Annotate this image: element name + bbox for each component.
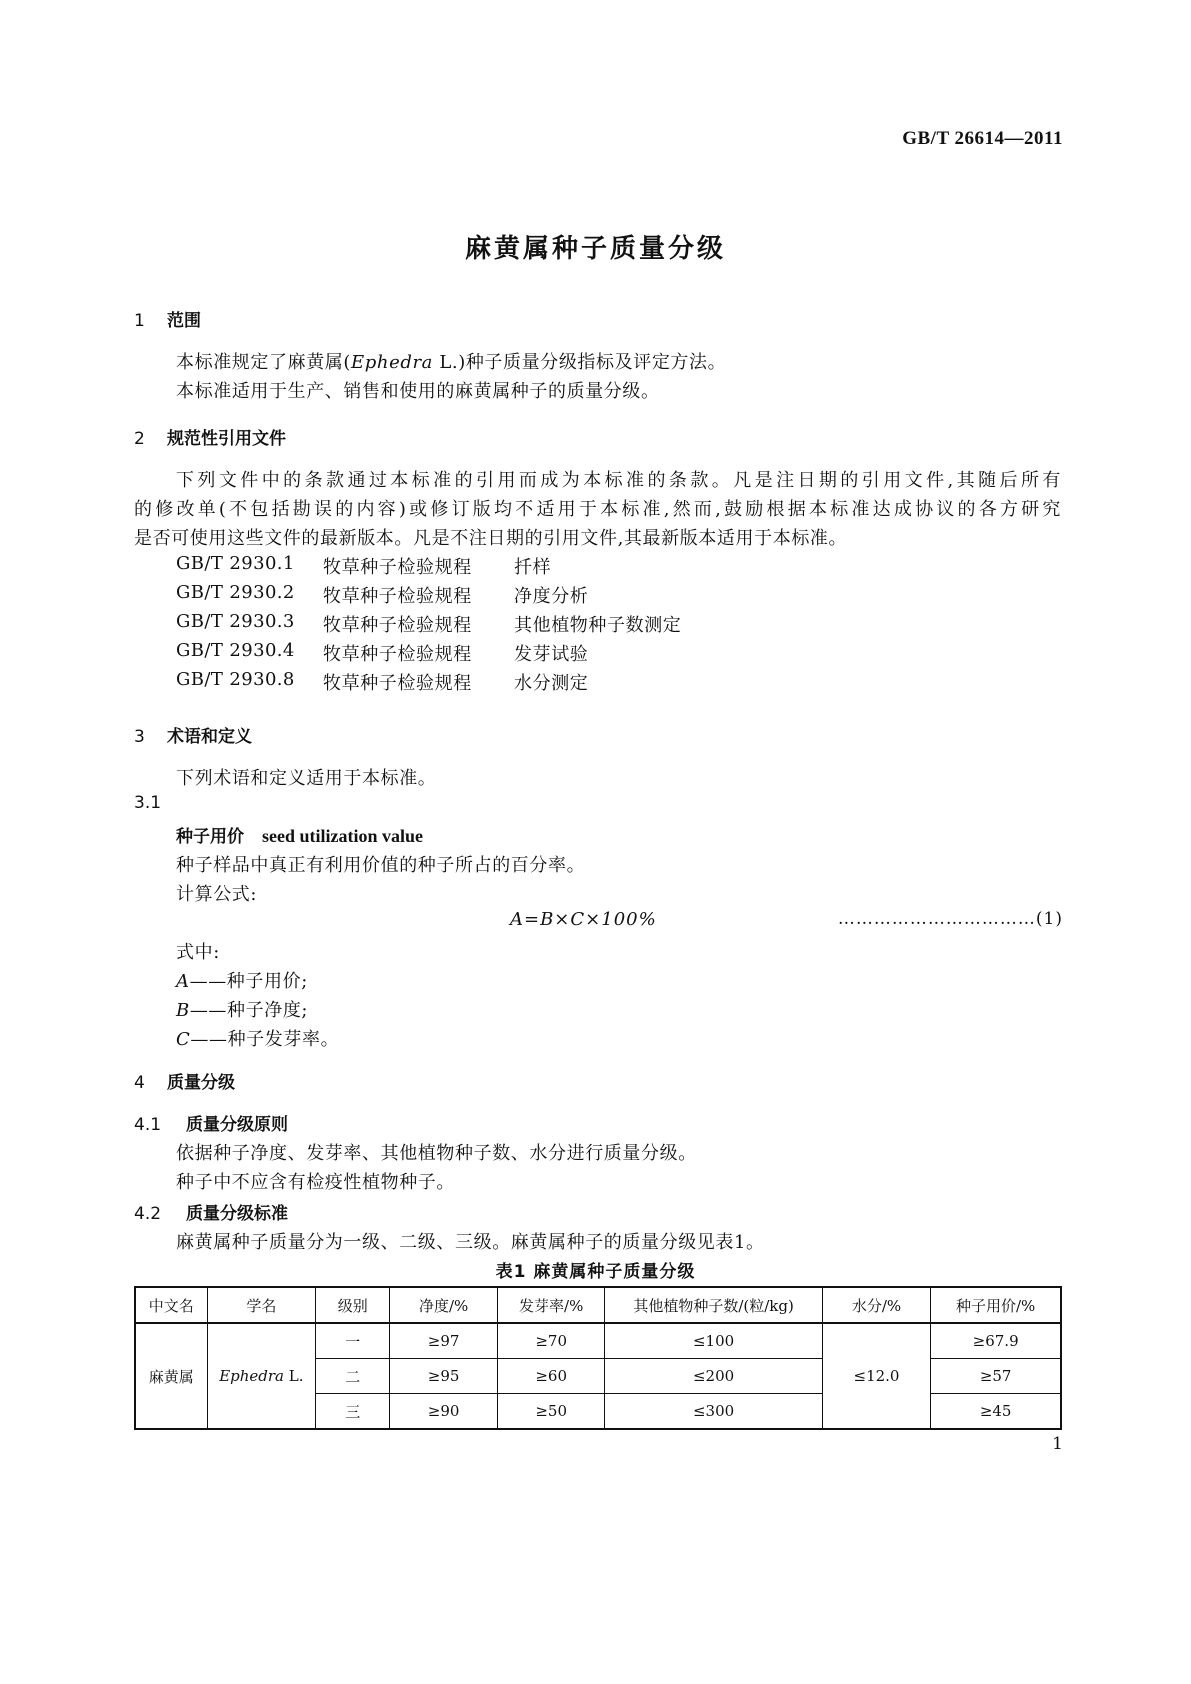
subsection-4-2-heading xyxy=(134,1199,288,1224)
reference-code: GB/T 2930.3 xyxy=(176,611,295,632)
table-row xyxy=(135,1323,1061,1359)
reference-name: 牧草种子检验规程 xyxy=(323,557,472,578)
reference-code: GB/T 2930.1 xyxy=(176,553,295,574)
reference-name: 牧草种子检验规程 xyxy=(323,615,472,636)
formula-where: 式中: xyxy=(176,942,220,963)
reference-subtitle: 其他植物种子数测定 xyxy=(514,615,682,636)
subsection-number: 4.1 xyxy=(134,1115,162,1135)
purity-cell: ≥90 xyxy=(390,1394,498,1430)
subsection-title: 质量分级原则 xyxy=(186,1115,288,1135)
term-number: 3.1 xyxy=(134,793,162,813)
variable-symbol: C xyxy=(176,1029,191,1050)
formula: A=B×C×100% xyxy=(510,909,657,930)
reference-subtitle: 净度分析 xyxy=(514,586,589,607)
latin-name: Ephedra xyxy=(351,352,433,373)
utilization-value-cell: ≥57 xyxy=(931,1359,1061,1394)
section-number: 3 xyxy=(134,727,145,747)
scientific-name-author: L. xyxy=(284,1367,304,1385)
variable-description: ——种子用价; xyxy=(189,971,308,992)
utilization-value-cell: ≥67.9 xyxy=(931,1323,1061,1359)
section-title: 术语和定义 xyxy=(167,727,252,747)
table-header-cell: 水分/% xyxy=(822,1287,931,1323)
term-chinese: 种子用价 xyxy=(176,827,244,847)
section-number: 4 xyxy=(134,1073,145,1093)
formula-variable xyxy=(176,967,308,993)
term-english: seed utilization value xyxy=(262,826,423,846)
germination-cell: ≥50 xyxy=(497,1394,605,1430)
variable-description: ——种子净度; xyxy=(189,1000,309,1021)
scientific-name-cell xyxy=(207,1323,316,1429)
grading-table xyxy=(134,1286,1062,1430)
table-header-cell: 级别 xyxy=(316,1287,390,1323)
table-header-cell: 其他植物种子数/(粒/kg) xyxy=(605,1287,822,1323)
table-header-cell: 净度/% xyxy=(390,1287,498,1323)
grade-cell: 三 xyxy=(316,1394,390,1430)
utilization-value-cell: ≥45 xyxy=(931,1394,1061,1430)
subsection-title: 质量分级标准 xyxy=(186,1204,288,1224)
subsection-number: 4.2 xyxy=(134,1204,162,1224)
reference-code: GB/T 2930.4 xyxy=(176,640,295,661)
grade-cell: 二 xyxy=(316,1359,390,1394)
text: L.)种子质量分级指标及评定方法。 xyxy=(433,352,727,373)
chinese-name-cell: 麻黄属 xyxy=(135,1323,207,1429)
grading-principle-2: 种子中不应含有检疫性植物种子。 xyxy=(176,1172,455,1193)
purity-cell: ≥95 xyxy=(390,1359,498,1394)
variable-symbol: A xyxy=(176,971,190,992)
grading-standard-text: 麻黄属种子质量分为一级、二级、三级。麻黄属种子的质量分级见表1。 xyxy=(176,1232,765,1253)
standard-code: GB/T 26614—2011 xyxy=(902,128,1063,149)
reference-code: GB/T 2930.2 xyxy=(176,582,295,603)
section-number: 2 xyxy=(134,429,145,449)
section-1-heading xyxy=(134,306,201,331)
reference-subtitle: 水分测定 xyxy=(514,673,589,694)
term-heading xyxy=(176,822,423,847)
scope-paragraph-2: 本标准适用于生产、销售和使用的麻黄属种子的质量分级。 xyxy=(176,381,660,402)
subsection-4-1-heading xyxy=(134,1110,288,1135)
table-header-cell: 中文名 xyxy=(135,1287,207,1323)
references-paragraph-line-3: 是否可使用这些文件的最新版本。凡是不注日期的引用文件,其最新版本适用于本标准。 xyxy=(134,528,848,549)
page-number: 1 xyxy=(1052,1434,1063,1454)
reference-name: 牧草种子检验规程 xyxy=(323,673,472,694)
section-number: 1 xyxy=(134,311,145,331)
section-title: 规范性引用文件 xyxy=(167,429,286,449)
section-4-heading xyxy=(134,1068,235,1093)
other-seeds-cell: ≤200 xyxy=(605,1359,822,1394)
grade-cell: 一 xyxy=(316,1323,390,1359)
reference-name: 牧草种子检验规程 xyxy=(323,586,472,607)
formula-variable xyxy=(176,996,308,1022)
other-seeds-cell: ≤100 xyxy=(605,1323,822,1359)
table-header-cell: 种子用价/% xyxy=(931,1287,1061,1323)
section-2-heading xyxy=(134,424,286,449)
references-paragraph-line-1: 下列文件中的条款通过本标准的引用而成为本标准的条款。凡是注日期的引用文件,其随后所有 xyxy=(176,470,1061,491)
variable-symbol: B xyxy=(176,1000,190,1021)
reference-subtitle: 扦样 xyxy=(514,557,552,578)
section-title: 质量分级 xyxy=(167,1073,235,1093)
formula-number: ……………………………(1) xyxy=(837,909,1063,929)
terms-intro: 下列术语和定义适用于本标准。 xyxy=(176,768,437,789)
reference-code: GB/T 2930.8 xyxy=(176,669,295,690)
moisture-cell: ≤12.0 xyxy=(822,1323,931,1429)
text: 本标准规定了麻黄属( xyxy=(176,352,352,373)
section-title: 范围 xyxy=(167,311,201,331)
formula-label: 计算公式: xyxy=(176,884,258,905)
table-header-cell: 发芽率/% xyxy=(497,1287,605,1323)
section-3-heading xyxy=(134,722,252,747)
scientific-name-genus: Ephedra xyxy=(219,1367,284,1385)
term-definition: 种子样品中真正有利用价值的种子所占的百分率。 xyxy=(176,855,586,876)
table-header-row xyxy=(135,1287,1061,1323)
references-paragraph-line-2: 的修改单(不包括勘误的内容)或修订版均不适用于本标准,然而,鼓励根据本标准达成协议的各方研究 xyxy=(134,499,1061,520)
table-caption: 表1 麻黄属种子质量分级 xyxy=(495,1262,696,1282)
other-seeds-cell: ≤300 xyxy=(605,1394,822,1430)
scope-paragraph-1 xyxy=(176,348,726,374)
germination-cell: ≥60 xyxy=(497,1359,605,1394)
grading-principle-1: 依据种子净度、发芽率、其他植物种子数、水分进行质量分级。 xyxy=(176,1143,697,1164)
document-title: 麻黄属种子质量分级 xyxy=(464,234,726,264)
reference-subtitle: 发芽试验 xyxy=(514,644,589,665)
table-header-cell: 学名 xyxy=(207,1287,316,1323)
variable-description: ——种子发芽率。 xyxy=(190,1029,340,1050)
formula-variable xyxy=(176,1025,339,1051)
reference-name: 牧草种子检验规程 xyxy=(323,644,472,665)
germination-cell: ≥70 xyxy=(497,1323,605,1359)
purity-cell: ≥97 xyxy=(390,1323,498,1359)
